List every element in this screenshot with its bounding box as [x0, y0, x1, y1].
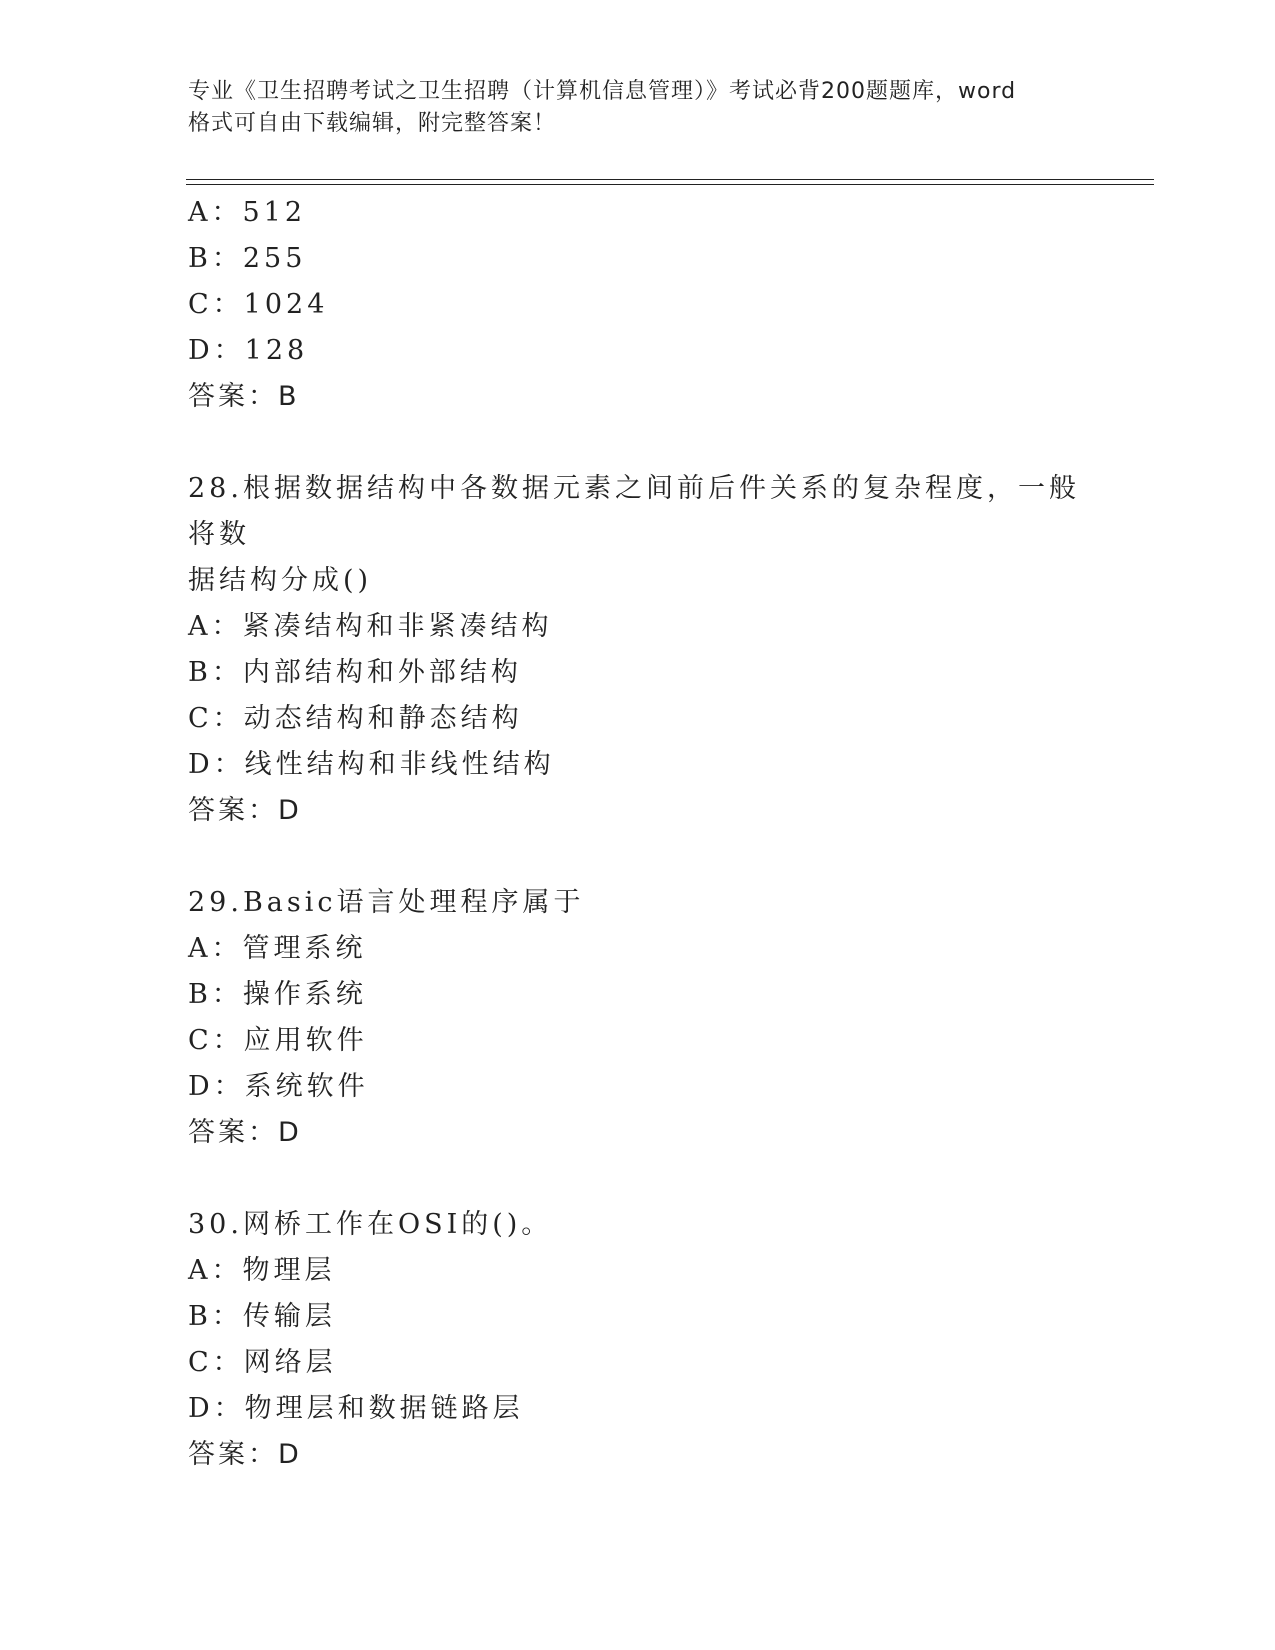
- option-c: C：1024: [188, 289, 329, 320]
- header-divider-thin: [186, 184, 1154, 185]
- option-d: D：线性结构和非线性结构: [188, 749, 555, 780]
- option-c: C：网络层: [188, 1347, 337, 1378]
- option-b: B：内部结构和外部结构: [188, 657, 522, 688]
- option-d: D：物理层和数据链路层: [188, 1393, 524, 1424]
- answer-line: 答案：D: [188, 1117, 302, 1148]
- option-d: D：128: [188, 335, 309, 366]
- option-b: B：255: [188, 243, 307, 274]
- question-28: [188, 466, 1088, 834]
- question-list: [188, 190, 1088, 1478]
- header-line-1: 专业《卫生招聘考试之卫生招聘（计算机信息管理）》考试必背200题题库，word: [188, 79, 1017, 104]
- option-a: A：512: [188, 197, 307, 228]
- question-stem-line-2: 据结构分成(): [188, 565, 373, 596]
- answer-line: 答案：D: [188, 1439, 302, 1470]
- spacer: [188, 1156, 1088, 1202]
- option-a: A：物理层: [188, 1255, 336, 1286]
- option-c: C：动态结构和静态结构: [188, 703, 523, 734]
- spacer: [188, 420, 1088, 466]
- answer-line: 答案：B: [188, 381, 300, 412]
- question-stem-line-1: 28.根据数据结构中各数据元素之间前后件关系的复杂程度，一般将数: [188, 473, 1080, 550]
- option-b: B：操作系统: [188, 979, 367, 1010]
- question-stem: 29.Basic语言处理程序属于: [188, 887, 585, 918]
- question-27: [188, 190, 1088, 420]
- option-a: A：紧凑结构和非紧凑结构: [188, 611, 553, 642]
- option-a: A：管理系统: [188, 933, 367, 964]
- option-d: D：系统软件: [188, 1071, 369, 1102]
- spacer: [188, 834, 1088, 880]
- answer-line: 答案：D: [188, 795, 302, 826]
- question-29: [188, 880, 1088, 1156]
- header-divider-thick: [186, 179, 1154, 180]
- document-header: [188, 76, 1088, 140]
- option-b: B：传输层: [188, 1301, 336, 1332]
- question-30: [188, 1202, 1088, 1478]
- option-c: C：应用软件: [188, 1025, 368, 1056]
- header-line-2: 格式可自由下载编辑，附完整答案！: [188, 111, 557, 136]
- question-stem: 30.网桥工作在OSI的()。: [188, 1209, 553, 1240]
